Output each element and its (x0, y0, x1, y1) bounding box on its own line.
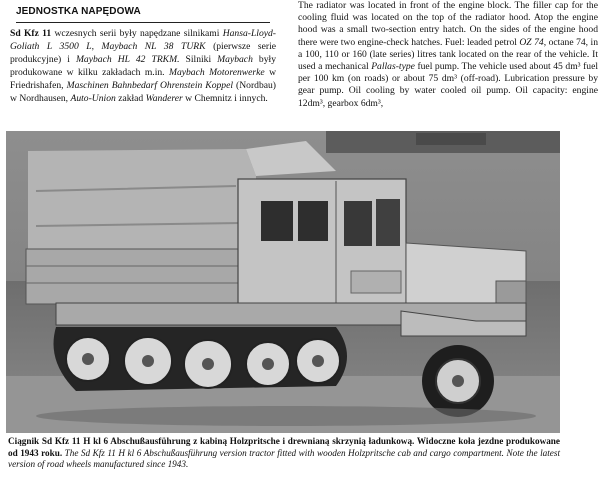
section-heading: JEDNOSTKA NAPĘDOWA (16, 6, 141, 17)
en-segment: The radiator was located in front of the engine block. The filler cap for the cooling fluid was located on the top of the radiator hood. Atop the engine hood was a small two-section entry hatch. On the sides of the engine hood there were two engine-check hatches. Fuel: leaded petrol (298, 0, 598, 48)
pl-segment: zakład (115, 93, 146, 104)
pl-segment: (pierwsze serie produkcyjne) i (10, 41, 277, 65)
pl-segment: Wanderer (145, 93, 183, 104)
pl-segment: w Chemnitz i innych. (182, 93, 268, 104)
en-segment: OZ 74 (519, 36, 544, 48)
pl-segment: Auto-Union (70, 93, 116, 104)
pl-segment: Sd Kfz 11 (10, 28, 52, 39)
pl-segment: Maybach (217, 54, 253, 65)
heading-rule (16, 22, 270, 23)
pl-segment: Maybach HL 42 TRKM. (75, 54, 180, 65)
photo-caption (8, 436, 560, 471)
pl-segment: (Nordbau) w Nordhausen, (10, 80, 276, 104)
caption-english: The Sd Kfz 11 H kl 6 Abschußausführung version tractor fitted with wooden Holzpritsche cab and cargo compartment. Note the latest version of road wheels manufactured since 1943. (8, 447, 560, 470)
caption-polish: Ciągnik Sd Kfz 11 H kl 6 Abschußausführung z kabiną Holzpritsche i drewnianą skrzynią ładunkową. Widoczne koła jezdne produkowane od 1943 roku. (8, 436, 560, 458)
pl-segment: były produkowane w kilku zakładach m.in. (10, 54, 276, 78)
pl-segment: Silniki (179, 54, 218, 65)
halftrack-illustration (6, 131, 560, 433)
pl-segment: w Friedrishafen, (10, 67, 277, 91)
en-segment: fuel pump. The vehicle used about 45 dm³ fuel per 100 km (on roads) or about 75 dm³ (off-road). Lubrication pressure by gear pump. Oil cooling by water cooled oil pump. Oil capacity: engine 12dm³, gearbox 6dm³, (298, 61, 598, 109)
sd-kfz-11-halftrack-photo (6, 131, 560, 433)
pl-segment: Maschinen Bahnbedarf Ohrenstein Koppel (66, 80, 234, 91)
pl-segment: Maybach Motorenwerke (168, 67, 265, 78)
en-segment: Pallas-type (371, 61, 415, 73)
pl-segment: wczesnych serii były napędzane silnikami (51, 28, 223, 39)
right-column (298, 0, 598, 110)
polish-paragraph (10, 27, 276, 105)
left-column (4, 2, 276, 105)
english-paragraph (298, 0, 598, 110)
en-segment: , octane 74, in a 100, 110 or 160 (late series) litres tank located on the rear of the vehicle. It used a mechanical (298, 36, 598, 73)
pl-segment: Hansa-Lloyd-Goliath L 3500 L, Maybach NL 38 TURK (10, 28, 276, 52)
